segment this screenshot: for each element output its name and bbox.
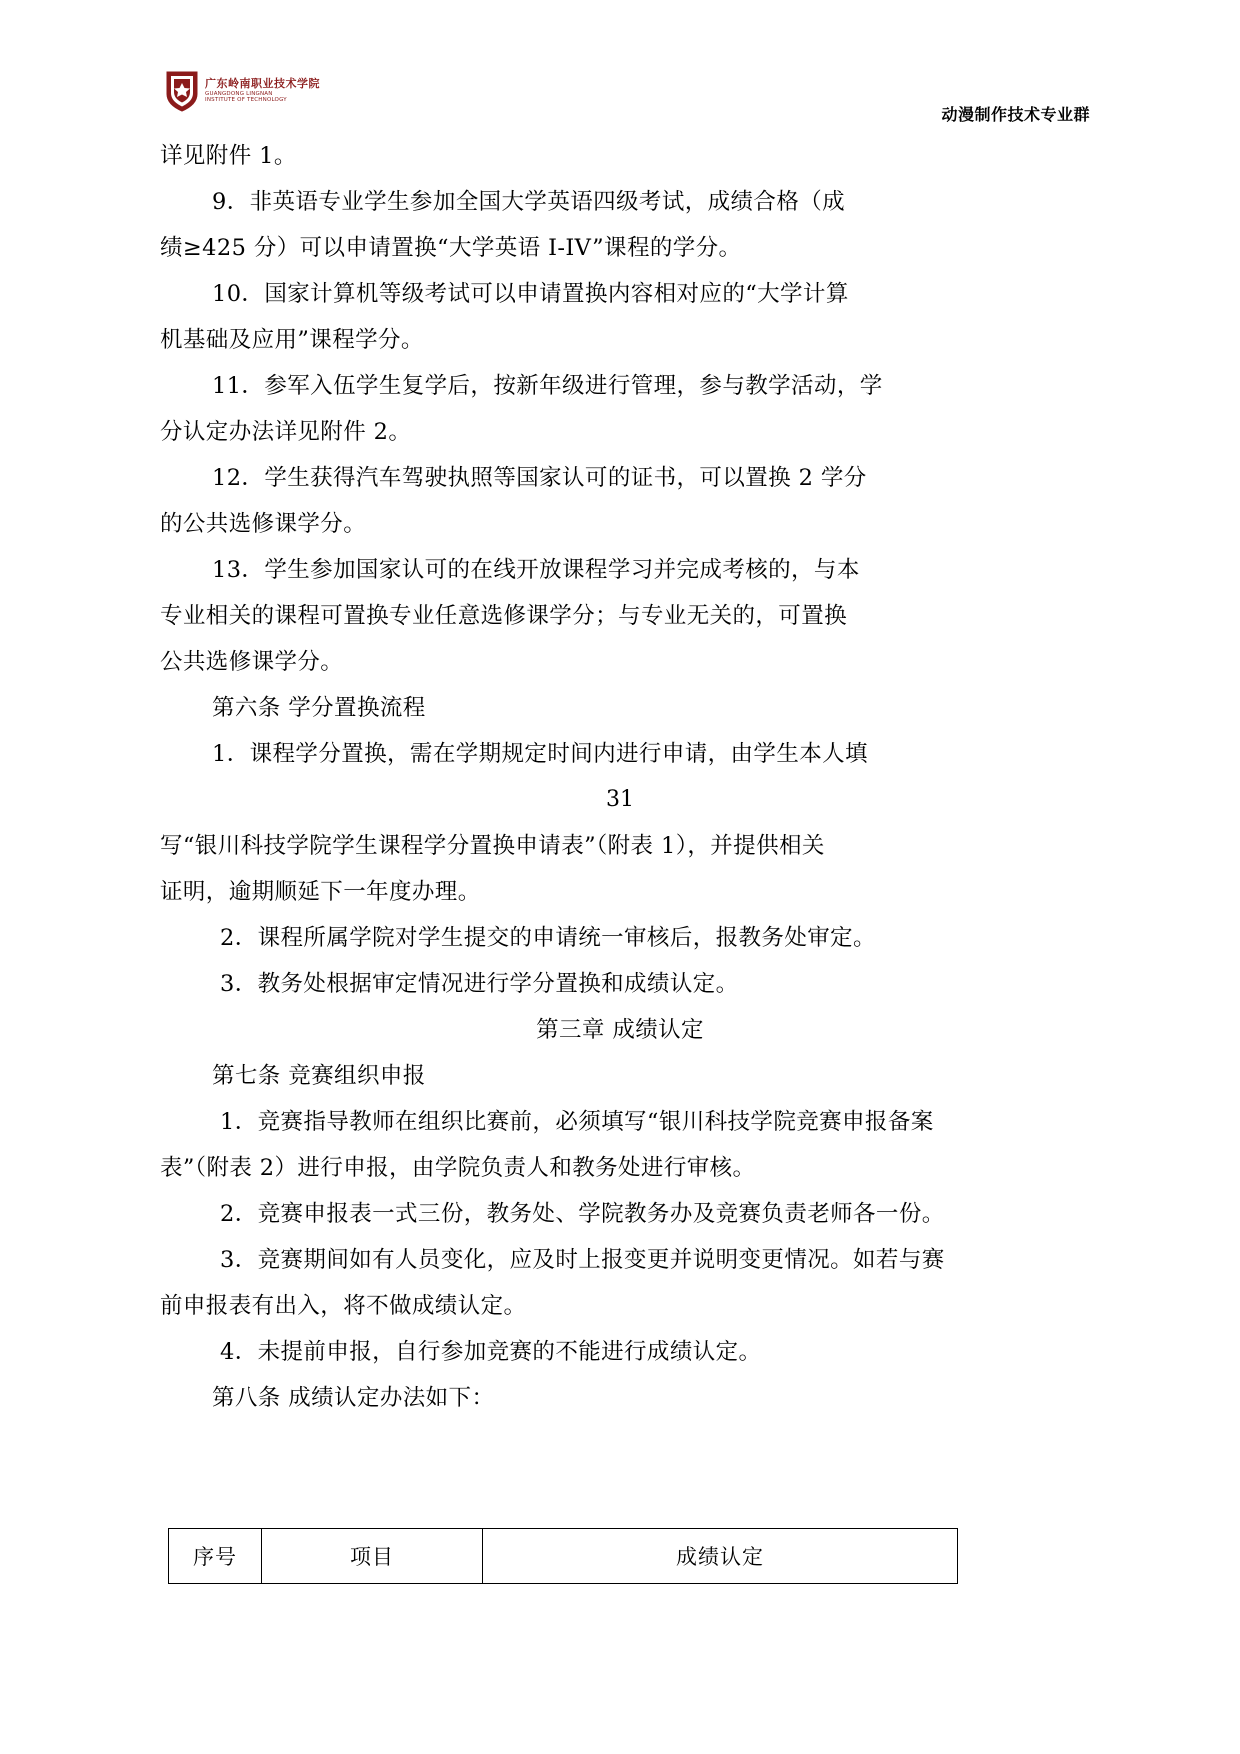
text-line: 前申报表有出入，将不做成绩认定。 — [160, 1293, 527, 1319]
logo-text-block — [205, 78, 320, 103]
text-line: 1．竞赛指导教师在组织比赛前，必须填写“银川科技学院竞赛申报备案 — [220, 1109, 934, 1135]
text-line: 详见附件 1。 — [160, 143, 297, 169]
text-line: 9．非英语专业学生参加全国大学英语四级考试，成绩合格（成 — [212, 189, 846, 215]
shield-icon — [165, 70, 199, 112]
text-line: 的公共选修课学分。 — [160, 511, 367, 537]
text-line: 13．学生参加国家认可的在线开放课程学习并完成考核的，与本 — [212, 557, 860, 583]
logo-english-line2: INSTITUTE OF TECHNOLOGY — [205, 97, 287, 104]
column-header-item: 项目 — [262, 1529, 483, 1584]
logo-english-line1: GUANGDONG LINGNAN — [205, 91, 273, 97]
text-line: 第八条 成绩认定办法如下： — [212, 1385, 495, 1411]
header-program-title: 动漫制作技术专业群 — [941, 105, 1090, 124]
text-line: 1．课程学分置换，需在学期规定时间内进行申请，由学生本人填 — [212, 741, 868, 767]
text-line: 写“银川科技学院学生课程学分置换申请表”（附表 1），并提供相关 — [160, 833, 825, 859]
logo-chinese-name: 广东岭南职业技术学院 — [205, 77, 320, 91]
table-header-row — [169, 1529, 958, 1584]
text-line: 12．学生获得汽车驾驶执照等国家认可的证书，可以置换 2 学分 — [212, 465, 867, 491]
text-line: 第七条 竞赛组织申报 — [212, 1063, 426, 1089]
text-line: 3．竞赛期间如有人员变化，应及时上报变更并说明变更情况。如若与赛 — [220, 1247, 945, 1273]
text-line: 2．课程所属学院对学生提交的申请统一审核后，报教务处审定。 — [220, 925, 876, 951]
column-header-no: 序号 — [169, 1529, 262, 1584]
text-line: 4．未提前申报，自行参加竞赛的不能进行成绩认定。 — [220, 1339, 762, 1365]
text-line: 分认定办法详见附件 2。 — [160, 419, 412, 445]
text-line: 表”（附表 2）进行申报，由学院负责人和教务处进行审核。 — [160, 1155, 756, 1181]
column-header-grade: 成绩认定 — [483, 1529, 958, 1584]
text-line: 第六条 学分置换流程 — [212, 695, 426, 721]
paragraph-block-bottom — [160, 823, 1080, 1421]
paragraph-block-top — [160, 133, 1080, 777]
text-line: 机基础及应用”课程学分。 — [160, 327, 424, 353]
text-line: 2．竞赛申报表一式三份，教务处、学院教务办及竞赛负责老师各一份。 — [220, 1201, 945, 1227]
institution-logo — [165, 70, 320, 112]
text-line: 证明，逾期顺延下一年度办理。 — [160, 879, 481, 905]
text-line: 公共选修课学分。 — [160, 649, 344, 675]
text-line: 第三章 成绩认定 — [536, 1017, 704, 1043]
text-line: 11．参军入伍学生复学后，按新年级进行管理，参与教学活动，学 — [212, 373, 883, 399]
text-line: 专业相关的课程可置换专业任意选修课学分；与专业无关的，可置换 — [160, 603, 848, 629]
page-header — [165, 70, 1090, 130]
grade-recognition-table — [168, 1528, 948, 1584]
page-number: 31 — [606, 787, 634, 812]
text-line: 3．教务处根据审定情况进行学分置换和成绩认定。 — [220, 971, 739, 997]
text-line: 绩≥425 分）可以申请置换“大学英语 I-IV”课程的学分。 — [160, 235, 742, 261]
text-line: 10．国家计算机等级考试可以申请置换内容相对应的“大学计算 — [212, 281, 849, 307]
document-body — [160, 133, 1080, 1421]
